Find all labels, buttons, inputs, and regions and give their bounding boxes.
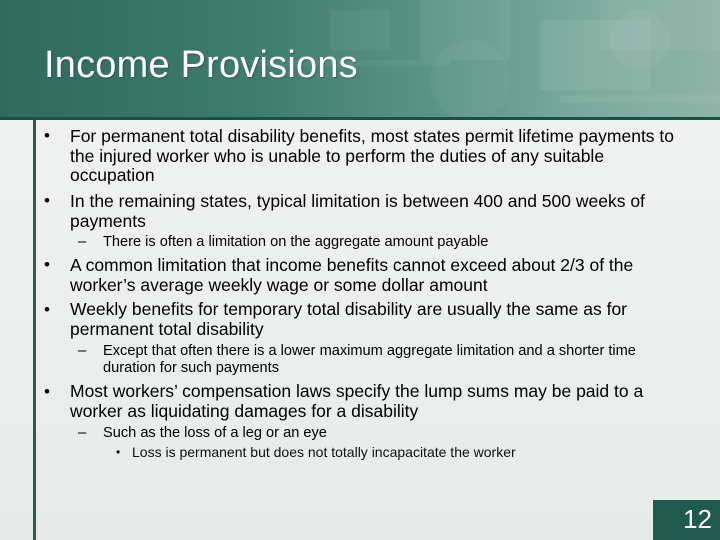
slide-number-box [653,500,720,540]
sub-bullet-marker: – [78,233,87,250]
bullet-marker: • [44,191,50,210]
sub-bullet-item: Such as the loss of a leg or an eye [103,425,327,441]
slide-number: 12 [683,504,712,534]
bullet-marker: • [44,300,50,319]
bullet-item: Weekly benefits for temporary total disability are usually the same as for permanent total disability [70,299,628,339]
sub-sub-bullet-item: Loss is permanent but does not totally incapacitate the worker [132,444,516,460]
bullet-item: In the remaining states, typical limitation is between 400 and 500 weeks of payments [70,191,645,231]
bullet-marker: • [44,255,50,274]
bullet-item: Most workers’ compensation laws specify the lump sums may be paid to a worker as liquidating damages for a disability [70,381,644,421]
sub-sub-bullet-marker: • [116,445,121,459]
sub-bullet-item: There is often a limitation on the aggregate amount payable [103,234,489,250]
sub-bullet-marker: – [78,342,87,359]
bullet-item: For permanent total disability benefits, most states permit lifetime payments to the injured worker who is unable to perform the duties of any suitable occupation [70,126,675,186]
page-title: Income Provisions [44,44,358,86]
bullet-item: A common limitation that income benefits cannot exceed about 2/3 of the worker’s average weekly wage or some dollar amount [70,255,634,295]
bullet-marker: • [44,126,50,145]
sub-bullet-marker: – [78,424,87,441]
bullet-marker: • [44,382,50,401]
sub-bullet-item: Except that often there is a lower maximum aggregate limitation and a shorter time duration for such payments [103,343,636,376]
